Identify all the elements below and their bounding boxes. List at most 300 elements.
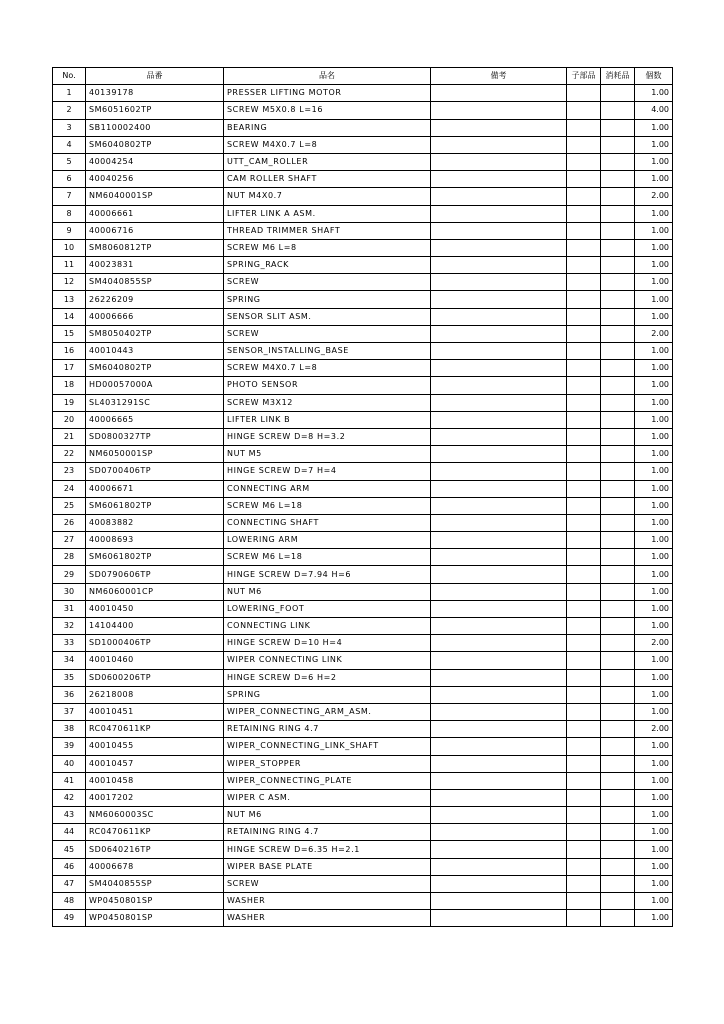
table-row	[53, 188, 673, 205]
cell-qty: 1.00	[635, 549, 673, 566]
cell-no: 49	[53, 910, 86, 927]
cell-qty: 1.00	[635, 257, 673, 274]
cell-qty: 1.00	[635, 893, 673, 910]
cell-part-no: SM6040802TP	[86, 136, 224, 153]
cell-remarks	[431, 514, 567, 531]
table-row	[53, 686, 673, 703]
cell-remarks	[431, 738, 567, 755]
cell-remarks	[431, 394, 567, 411]
cell-consumable	[601, 875, 635, 892]
cell-part-name: SCREW M4X0.7 L=8	[224, 360, 431, 377]
cell-part-no: SM6061802TP	[86, 549, 224, 566]
cell-no: 7	[53, 188, 86, 205]
cell-sub-part	[567, 428, 601, 445]
header-no: No.	[53, 68, 86, 85]
cell-part-no: 40008693	[86, 532, 224, 549]
table-row	[53, 755, 673, 772]
cell-part-no: SM6061802TP	[86, 497, 224, 514]
cell-sub-part	[567, 153, 601, 170]
parts-list-sheet	[52, 67, 672, 927]
cell-qty: 1.00	[635, 377, 673, 394]
cell-consumable	[601, 85, 635, 102]
cell-part-name: HINGE SCREW D=10 H=4	[224, 635, 431, 652]
cell-consumable	[601, 153, 635, 170]
table-row	[53, 85, 673, 102]
cell-no: 28	[53, 549, 86, 566]
cell-no: 46	[53, 858, 86, 875]
header-qty: 個数	[635, 68, 673, 85]
cell-no: 24	[53, 480, 86, 497]
table-row	[53, 893, 673, 910]
cell-sub-part	[567, 85, 601, 102]
cell-remarks	[431, 497, 567, 514]
cell-part-name: WIPER BASE PLATE	[224, 858, 431, 875]
cell-part-no: 40006671	[86, 480, 224, 497]
cell-consumable	[601, 789, 635, 806]
cell-no: 18	[53, 377, 86, 394]
cell-part-no: 14104400	[86, 618, 224, 635]
cell-part-no: RC0470611KP	[86, 824, 224, 841]
table-row	[53, 532, 673, 549]
cell-part-name: SPRING	[224, 291, 431, 308]
cell-sub-part	[567, 377, 601, 394]
table-row	[53, 514, 673, 531]
table-row	[53, 308, 673, 325]
cell-qty: 1.00	[635, 755, 673, 772]
cell-qty: 1.00	[635, 85, 673, 102]
cell-no: 27	[53, 532, 86, 549]
cell-remarks	[431, 239, 567, 256]
cell-part-name: SPRING	[224, 686, 431, 703]
cell-sub-part	[567, 325, 601, 342]
cell-qty: 1.00	[635, 497, 673, 514]
cell-part-name: SCREW	[224, 274, 431, 291]
cell-part-no: SB110002400	[86, 119, 224, 136]
cell-no: 12	[53, 274, 86, 291]
cell-qty: 1.00	[635, 153, 673, 170]
cell-part-no: 40083882	[86, 514, 224, 531]
cell-qty: 1.00	[635, 669, 673, 686]
cell-sub-part	[567, 205, 601, 222]
cell-part-name: NUT M4X0.7	[224, 188, 431, 205]
cell-qty: 1.00	[635, 205, 673, 222]
cell-consumable	[601, 463, 635, 480]
cell-part-name: NUT M6	[224, 583, 431, 600]
cell-part-no: 40017202	[86, 789, 224, 806]
cell-consumable	[601, 377, 635, 394]
cell-no: 13	[53, 291, 86, 308]
cell-consumable	[601, 325, 635, 342]
cell-sub-part	[567, 841, 601, 858]
cell-remarks	[431, 85, 567, 102]
cell-part-no: 26226209	[86, 291, 224, 308]
cell-no: 9	[53, 222, 86, 239]
cell-qty: 1.00	[635, 600, 673, 617]
table-row	[53, 583, 673, 600]
cell-part-no: 40010458	[86, 772, 224, 789]
cell-remarks	[431, 807, 567, 824]
cell-no: 26	[53, 514, 86, 531]
cell-part-name: CONNECTING SHAFT	[224, 514, 431, 531]
cell-consumable	[601, 738, 635, 755]
cell-part-name: SPRING_RACK	[224, 257, 431, 274]
cell-sub-part	[567, 480, 601, 497]
cell-no: 21	[53, 428, 86, 445]
cell-sub-part	[567, 308, 601, 325]
table-row	[53, 205, 673, 222]
cell-consumable	[601, 411, 635, 428]
cell-consumable	[601, 222, 635, 239]
cell-part-name: CONNECTING LINK	[224, 618, 431, 635]
cell-part-no: 40010455	[86, 738, 224, 755]
cell-qty: 1.00	[635, 343, 673, 360]
cell-qty: 1.00	[635, 291, 673, 308]
cell-sub-part	[567, 789, 601, 806]
cell-part-name: SENSOR SLIT ASM.	[224, 308, 431, 325]
cell-qty: 1.00	[635, 274, 673, 291]
cell-no: 6	[53, 171, 86, 188]
cell-qty: 2.00	[635, 721, 673, 738]
cell-no: 1	[53, 85, 86, 102]
table-row	[53, 497, 673, 514]
cell-no: 29	[53, 566, 86, 583]
cell-sub-part	[567, 772, 601, 789]
cell-no: 35	[53, 669, 86, 686]
table-row	[53, 721, 673, 738]
cell-sub-part	[567, 171, 601, 188]
cell-no: 38	[53, 721, 86, 738]
cell-sub-part	[567, 360, 601, 377]
cell-no: 32	[53, 618, 86, 635]
cell-sub-part	[567, 532, 601, 549]
cell-no: 17	[53, 360, 86, 377]
cell-sub-part	[567, 686, 601, 703]
cell-part-name: SCREW M6 L=18	[224, 497, 431, 514]
cell-qty: 1.00	[635, 566, 673, 583]
cell-remarks	[431, 480, 567, 497]
table-row	[53, 102, 673, 119]
cell-part-name: HINGE SCREW D=6 H=2	[224, 669, 431, 686]
cell-part-name: LIFTER LINK B	[224, 411, 431, 428]
table-row	[53, 910, 673, 927]
cell-remarks	[431, 274, 567, 291]
cell-consumable	[601, 188, 635, 205]
cell-consumable	[601, 257, 635, 274]
cell-consumable	[601, 343, 635, 360]
table-row	[53, 600, 673, 617]
cell-no: 42	[53, 789, 86, 806]
cell-qty: 2.00	[635, 325, 673, 342]
cell-sub-part	[567, 893, 601, 910]
table-row	[53, 772, 673, 789]
cell-part-name: HINGE SCREW D=8 H=3.2	[224, 428, 431, 445]
cell-consumable	[601, 102, 635, 119]
cell-remarks	[431, 600, 567, 617]
cell-sub-part	[567, 549, 601, 566]
cell-remarks	[431, 308, 567, 325]
cell-sub-part	[567, 738, 601, 755]
cell-no: 3	[53, 119, 86, 136]
cell-part-name: NUT M5	[224, 446, 431, 463]
cell-qty: 4.00	[635, 102, 673, 119]
cell-part-name: RETAINING RING 4.7	[224, 721, 431, 738]
cell-sub-part	[567, 858, 601, 875]
cell-sub-part	[567, 274, 601, 291]
table-row	[53, 789, 673, 806]
cell-no: 8	[53, 205, 86, 222]
cell-remarks	[431, 789, 567, 806]
cell-part-name: WASHER	[224, 910, 431, 927]
cell-sub-part	[567, 514, 601, 531]
cell-consumable	[601, 274, 635, 291]
table-row	[53, 428, 673, 445]
cell-no: 47	[53, 875, 86, 892]
table-row	[53, 703, 673, 720]
cell-sub-part	[567, 618, 601, 635]
cell-part-no: NM6040001SP	[86, 188, 224, 205]
cell-sub-part	[567, 411, 601, 428]
cell-part-name: NUT M6	[224, 807, 431, 824]
cell-remarks	[431, 463, 567, 480]
cell-no: 44	[53, 824, 86, 841]
cell-qty: 1.00	[635, 239, 673, 256]
cell-no: 25	[53, 497, 86, 514]
cell-part-no: SD0700406TP	[86, 463, 224, 480]
cell-sub-part	[567, 188, 601, 205]
cell-sub-part	[567, 119, 601, 136]
cell-part-name: LOWERING_FOOT	[224, 600, 431, 617]
cell-no: 33	[53, 635, 86, 652]
cell-consumable	[601, 428, 635, 445]
cell-part-no: SM4040855SP	[86, 274, 224, 291]
cell-part-name: SCREW M4X0.7 L=8	[224, 136, 431, 153]
cell-part-no: 26218008	[86, 686, 224, 703]
cell-consumable	[601, 308, 635, 325]
cell-no: 2	[53, 102, 86, 119]
cell-part-name: SCREW M6 L=8	[224, 239, 431, 256]
cell-qty: 1.00	[635, 686, 673, 703]
table-row	[53, 291, 673, 308]
table-row	[53, 549, 673, 566]
cell-part-no: 40010451	[86, 703, 224, 720]
table-row	[53, 480, 673, 497]
cell-consumable	[601, 360, 635, 377]
cell-sub-part	[567, 136, 601, 153]
cell-remarks	[431, 119, 567, 136]
cell-part-name: SCREW M5X0.8 L=16	[224, 102, 431, 119]
cell-sub-part	[567, 635, 601, 652]
cell-remarks	[431, 360, 567, 377]
cell-consumable	[601, 394, 635, 411]
cell-part-name: HINGE SCREW D=7.94 H=6	[224, 566, 431, 583]
cell-qty: 1.00	[635, 463, 673, 480]
cell-remarks	[431, 153, 567, 170]
table-row	[53, 875, 673, 892]
cell-consumable	[601, 446, 635, 463]
cell-part-no: SM4040855SP	[86, 875, 224, 892]
cell-part-no: HD00057000A	[86, 377, 224, 394]
cell-sub-part	[567, 343, 601, 360]
cell-part-no: 40006665	[86, 411, 224, 428]
cell-remarks	[431, 669, 567, 686]
cell-remarks	[431, 532, 567, 549]
cell-part-no: 40004254	[86, 153, 224, 170]
cell-qty: 1.00	[635, 910, 673, 927]
cell-remarks	[431, 618, 567, 635]
cell-qty: 1.00	[635, 308, 673, 325]
cell-part-name: CONNECTING ARM	[224, 480, 431, 497]
cell-part-no: RC0470611KP	[86, 721, 224, 738]
cell-sub-part	[567, 910, 601, 927]
cell-sub-part	[567, 446, 601, 463]
cell-remarks	[431, 721, 567, 738]
cell-no: 23	[53, 463, 86, 480]
cell-consumable	[601, 205, 635, 222]
cell-qty: 1.00	[635, 772, 673, 789]
parts-table	[52, 67, 673, 927]
cell-remarks	[431, 343, 567, 360]
cell-part-name: WIPER_STOPPER	[224, 755, 431, 772]
cell-sub-part	[567, 703, 601, 720]
cell-sub-part	[567, 257, 601, 274]
cell-no: 20	[53, 411, 86, 428]
cell-sub-part	[567, 394, 601, 411]
cell-remarks	[431, 755, 567, 772]
cell-consumable	[601, 566, 635, 583]
table-row	[53, 635, 673, 652]
cell-qty: 1.00	[635, 394, 673, 411]
cell-no: 11	[53, 257, 86, 274]
cell-remarks	[431, 257, 567, 274]
cell-no: 19	[53, 394, 86, 411]
cell-consumable	[601, 600, 635, 617]
cell-qty: 1.00	[635, 618, 673, 635]
header-remarks: 備考	[431, 68, 567, 85]
table-row	[53, 257, 673, 274]
cell-remarks	[431, 411, 567, 428]
table-row	[53, 652, 673, 669]
cell-qty: 1.00	[635, 171, 673, 188]
cell-sub-part	[567, 875, 601, 892]
cell-no: 40	[53, 755, 86, 772]
cell-consumable	[601, 893, 635, 910]
cell-qty: 1.00	[635, 858, 673, 875]
cell-consumable	[601, 532, 635, 549]
cell-part-name: UTT_CAM_ROLLER	[224, 153, 431, 170]
cell-consumable	[601, 635, 635, 652]
cell-remarks	[431, 188, 567, 205]
cell-part-no: WP0450801SP	[86, 910, 224, 927]
cell-consumable	[601, 824, 635, 841]
cell-qty: 1.00	[635, 222, 673, 239]
table-row	[53, 618, 673, 635]
cell-no: 43	[53, 807, 86, 824]
cell-part-no: 40010457	[86, 755, 224, 772]
cell-qty: 1.00	[635, 807, 673, 824]
cell-remarks	[431, 171, 567, 188]
cell-part-no: WP0450801SP	[86, 893, 224, 910]
cell-consumable	[601, 652, 635, 669]
cell-no: 5	[53, 153, 86, 170]
cell-no: 4	[53, 136, 86, 153]
table-row	[53, 377, 673, 394]
cell-remarks	[431, 772, 567, 789]
cell-part-no: SD0800327TP	[86, 428, 224, 445]
cell-part-no: 40010450	[86, 600, 224, 617]
cell-no: 34	[53, 652, 86, 669]
header-part-name: 品名	[224, 68, 431, 85]
cell-part-no: 40006661	[86, 205, 224, 222]
cell-part-no: 40023831	[86, 257, 224, 274]
cell-remarks	[431, 291, 567, 308]
cell-qty: 1.00	[635, 480, 673, 497]
cell-part-no: SD0600206TP	[86, 669, 224, 686]
cell-part-name: SENSOR_INSTALLING_BASE	[224, 343, 431, 360]
cell-part-name: LOWERING ARM	[224, 532, 431, 549]
cell-consumable	[601, 497, 635, 514]
cell-consumable	[601, 480, 635, 497]
cell-part-no: SM8060812TP	[86, 239, 224, 256]
cell-qty: 1.00	[635, 738, 673, 755]
cell-sub-part	[567, 669, 601, 686]
table-row	[53, 136, 673, 153]
cell-part-no: SM6051602TP	[86, 102, 224, 119]
table-row	[53, 566, 673, 583]
cell-no: 36	[53, 686, 86, 703]
cell-remarks	[431, 566, 567, 583]
cell-sub-part	[567, 824, 601, 841]
cell-consumable	[601, 514, 635, 531]
cell-sub-part	[567, 721, 601, 738]
cell-part-name: PHOTO SENSOR	[224, 377, 431, 394]
cell-consumable	[601, 618, 635, 635]
cell-part-no: 40040256	[86, 171, 224, 188]
cell-remarks	[431, 686, 567, 703]
cell-remarks	[431, 635, 567, 652]
cell-sub-part	[567, 463, 601, 480]
cell-sub-part	[567, 239, 601, 256]
cell-sub-part	[567, 566, 601, 583]
cell-part-name: HINGE SCREW D=6.35 H=2.1	[224, 841, 431, 858]
cell-part-no: SM6040802TP	[86, 360, 224, 377]
cell-remarks	[431, 446, 567, 463]
cell-part-name: SCREW	[224, 325, 431, 342]
table-row	[53, 239, 673, 256]
cell-no: 15	[53, 325, 86, 342]
cell-no: 45	[53, 841, 86, 858]
cell-remarks	[431, 910, 567, 927]
table-row	[53, 669, 673, 686]
cell-consumable	[601, 119, 635, 136]
cell-qty: 1.00	[635, 841, 673, 858]
cell-qty: 1.00	[635, 446, 673, 463]
cell-consumable	[601, 755, 635, 772]
cell-qty: 1.00	[635, 532, 673, 549]
cell-part-name: PRESSER LIFTING MOTOR	[224, 85, 431, 102]
cell-part-no: 40006716	[86, 222, 224, 239]
cell-qty: 1.00	[635, 789, 673, 806]
table-row	[53, 824, 673, 841]
cell-part-name: HINGE SCREW D=7 H=4	[224, 463, 431, 480]
cell-consumable	[601, 583, 635, 600]
cell-consumable	[601, 721, 635, 738]
cell-part-name: WIPER CONNECTING LINK	[224, 652, 431, 669]
cell-qty: 1.00	[635, 360, 673, 377]
table-row	[53, 463, 673, 480]
table-row	[53, 858, 673, 875]
cell-sub-part	[567, 652, 601, 669]
table-row	[53, 171, 673, 188]
